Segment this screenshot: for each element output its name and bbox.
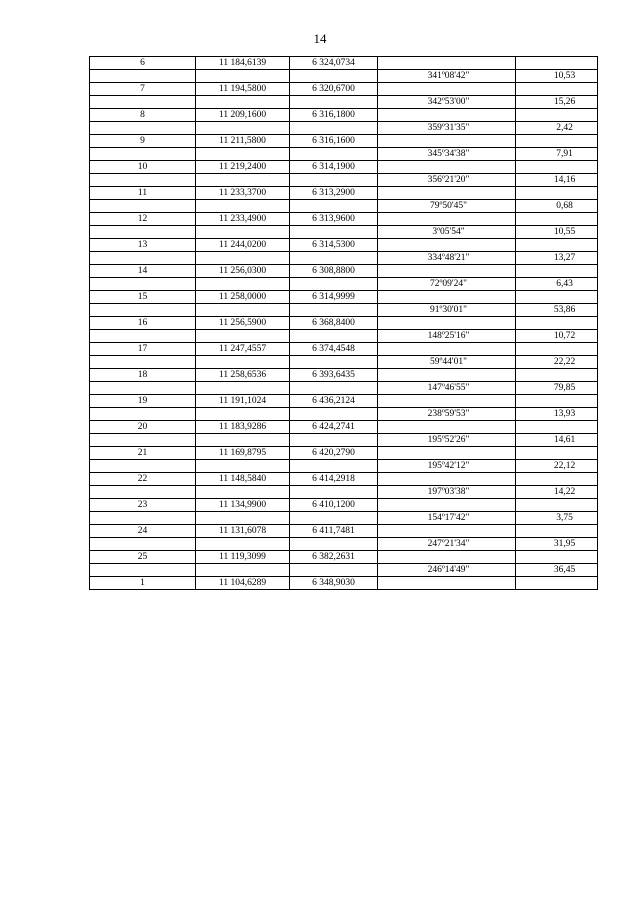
point-number-cell xyxy=(90,330,196,343)
direction-angle-cell: 91º30'01" xyxy=(378,304,516,317)
x-coordinate-cell xyxy=(196,278,290,291)
distance-cell: 2,42 xyxy=(516,122,598,135)
x-coordinate-cell xyxy=(196,408,290,421)
point-number-cell: 19 xyxy=(90,395,196,408)
direction-angle-cell xyxy=(378,161,516,174)
x-coordinate-cell: 11 209,1600 xyxy=(196,109,290,122)
direction-angle-cell xyxy=(378,525,516,538)
direction-angle-cell xyxy=(378,369,516,382)
table-row xyxy=(90,291,598,304)
x-coordinate-cell xyxy=(196,512,290,525)
distance-cell xyxy=(516,369,598,382)
point-number-cell xyxy=(90,564,196,577)
point-number-cell: 20 xyxy=(90,421,196,434)
distance-cell xyxy=(516,213,598,226)
y-coordinate-cell: 6 374,4548 xyxy=(290,343,378,356)
distance-cell: 6,43 xyxy=(516,278,598,291)
x-coordinate-cell: 11 211,5800 xyxy=(196,135,290,148)
point-number-cell xyxy=(90,460,196,473)
table-row xyxy=(90,317,598,330)
y-coordinate-cell xyxy=(290,382,378,395)
x-coordinate-cell xyxy=(196,460,290,473)
y-coordinate-cell xyxy=(290,486,378,499)
y-coordinate-cell: 6 313,9600 xyxy=(290,213,378,226)
x-coordinate-cell: 11 256,0300 xyxy=(196,265,290,278)
point-number-cell: 13 xyxy=(90,239,196,252)
x-coordinate-cell xyxy=(196,148,290,161)
direction-angle-cell xyxy=(378,395,516,408)
y-coordinate-cell xyxy=(290,408,378,421)
direction-angle-cell: 3º05'54" xyxy=(378,226,516,239)
x-coordinate-cell: 11 258,0000 xyxy=(196,291,290,304)
table-row xyxy=(90,460,598,473)
point-number-cell xyxy=(90,382,196,395)
direction-angle-cell: 247º21'34" xyxy=(378,538,516,551)
point-number-cell xyxy=(90,356,196,369)
y-coordinate-cell: 6 348,9030 xyxy=(290,577,378,590)
direction-angle-cell xyxy=(378,551,516,564)
distance-cell xyxy=(516,499,598,512)
direction-angle-cell: 148º25'16" xyxy=(378,330,516,343)
y-coordinate-cell xyxy=(290,356,378,369)
table-row xyxy=(90,382,598,395)
point-number-cell: 25 xyxy=(90,551,196,564)
direction-angle-cell xyxy=(378,499,516,512)
table-row xyxy=(90,564,598,577)
point-number-cell xyxy=(90,122,196,135)
y-coordinate-cell xyxy=(290,96,378,109)
direction-angle-cell xyxy=(378,343,516,356)
distance-cell: 22,12 xyxy=(516,460,598,473)
direction-angle-cell xyxy=(378,109,516,122)
x-coordinate-cell: 11 191,1024 xyxy=(196,395,290,408)
distance-cell xyxy=(516,525,598,538)
x-coordinate-cell: 11 104,6289 xyxy=(196,577,290,590)
y-coordinate-cell: 6 368,8400 xyxy=(290,317,378,330)
direction-angle-cell xyxy=(378,265,516,278)
x-coordinate-cell: 11 258,6536 xyxy=(196,369,290,382)
table-row xyxy=(90,278,598,291)
x-coordinate-cell: 11 119,3099 xyxy=(196,551,290,564)
distance-cell xyxy=(516,265,598,278)
direction-angle-cell: 238º59'53" xyxy=(378,408,516,421)
x-coordinate-cell: 11 131,6078 xyxy=(196,525,290,538)
coordinates-table xyxy=(89,56,598,590)
point-number-cell: 1 xyxy=(90,577,196,590)
y-coordinate-cell xyxy=(290,564,378,577)
point-number-cell xyxy=(90,96,196,109)
point-number-cell xyxy=(90,434,196,447)
distance-cell xyxy=(516,317,598,330)
y-coordinate-cell: 6 424,2741 xyxy=(290,421,378,434)
distance-cell xyxy=(516,291,598,304)
y-coordinate-cell: 6 393,6435 xyxy=(290,369,378,382)
point-number-cell xyxy=(90,512,196,525)
distance-cell: 10,53 xyxy=(516,70,598,83)
direction-angle-cell xyxy=(378,239,516,252)
point-number-cell: 21 xyxy=(90,447,196,460)
distance-cell: 14,61 xyxy=(516,434,598,447)
direction-angle-cell: 195º42'12" xyxy=(378,460,516,473)
table-row xyxy=(90,213,598,226)
table-row xyxy=(90,499,598,512)
point-number-cell: 6 xyxy=(90,57,196,70)
table-row xyxy=(90,577,598,590)
direction-angle-cell xyxy=(378,187,516,200)
table-row xyxy=(90,200,598,213)
distance-cell: 13,27 xyxy=(516,252,598,265)
y-coordinate-cell xyxy=(290,512,378,525)
direction-angle-cell xyxy=(378,317,516,330)
distance-cell: 15,26 xyxy=(516,96,598,109)
direction-angle-cell: 341º08'42" xyxy=(378,70,516,83)
y-coordinate-cell: 6 414,2918 xyxy=(290,473,378,486)
direction-angle-cell: 246º14'49" xyxy=(378,564,516,577)
table-row xyxy=(90,343,598,356)
point-number-cell: 11 xyxy=(90,187,196,200)
point-number-cell: 9 xyxy=(90,135,196,148)
point-number-cell: 12 xyxy=(90,213,196,226)
point-number-cell xyxy=(90,252,196,265)
y-coordinate-cell: 6 324,0734 xyxy=(290,57,378,70)
table-row xyxy=(90,434,598,447)
y-coordinate-cell: 6 313,2900 xyxy=(290,187,378,200)
direction-angle-cell: 72º09'24" xyxy=(378,278,516,291)
point-number-cell: 8 xyxy=(90,109,196,122)
table-row xyxy=(90,148,598,161)
y-coordinate-cell xyxy=(290,278,378,291)
table-row xyxy=(90,109,598,122)
y-coordinate-cell xyxy=(290,148,378,161)
y-coordinate-cell: 6 436,2124 xyxy=(290,395,378,408)
distance-cell xyxy=(516,57,598,70)
x-coordinate-cell: 11 184,6139 xyxy=(196,57,290,70)
table-row xyxy=(90,57,598,70)
y-coordinate-cell xyxy=(290,460,378,473)
table-row xyxy=(90,265,598,278)
x-coordinate-cell: 11 219,2400 xyxy=(196,161,290,174)
table-row xyxy=(90,304,598,317)
direction-angle-cell xyxy=(378,135,516,148)
x-coordinate-cell: 11 148,5840 xyxy=(196,473,290,486)
point-number-cell xyxy=(90,70,196,83)
table-row xyxy=(90,408,598,421)
table-row xyxy=(90,551,598,564)
point-number-cell: 14 xyxy=(90,265,196,278)
page-number: 14 xyxy=(313,31,327,46)
x-coordinate-cell xyxy=(196,486,290,499)
point-number-cell xyxy=(90,174,196,187)
x-coordinate-cell xyxy=(196,96,290,109)
distance-cell xyxy=(516,577,598,590)
direction-angle-cell: 342º53'00" xyxy=(378,96,516,109)
direction-angle-cell: 334º48'21" xyxy=(378,252,516,265)
x-coordinate-cell: 11 194,5800 xyxy=(196,83,290,96)
y-coordinate-cell xyxy=(290,304,378,317)
direction-angle-cell xyxy=(378,83,516,96)
x-coordinate-cell xyxy=(196,538,290,551)
table-row xyxy=(90,369,598,382)
point-number-cell xyxy=(90,200,196,213)
distance-cell: 3,75 xyxy=(516,512,598,525)
distance-cell: 7,91 xyxy=(516,148,598,161)
y-coordinate-cell xyxy=(290,330,378,343)
direction-angle-cell xyxy=(378,577,516,590)
table-row xyxy=(90,122,598,135)
direction-angle-cell: 195º52'26" xyxy=(378,434,516,447)
y-coordinate-cell xyxy=(290,226,378,239)
distance-cell: 36,45 xyxy=(516,564,598,577)
table-row xyxy=(90,135,598,148)
distance-cell xyxy=(516,161,598,174)
direction-angle-cell: 345º34'38" xyxy=(378,148,516,161)
x-coordinate-cell xyxy=(196,356,290,369)
direction-angle-cell: 356º21'20" xyxy=(378,174,516,187)
direction-angle-cell: 59º44'01" xyxy=(378,356,516,369)
distance-cell: 10,55 xyxy=(516,226,598,239)
x-coordinate-cell xyxy=(196,70,290,83)
distance-cell: 79,85 xyxy=(516,382,598,395)
coordinates-table-body xyxy=(90,57,598,590)
table-row xyxy=(90,447,598,460)
y-coordinate-cell: 6 316,1600 xyxy=(290,135,378,148)
point-number-cell: 10 xyxy=(90,161,196,174)
x-coordinate-cell xyxy=(196,200,290,213)
y-coordinate-cell xyxy=(290,70,378,83)
table-row xyxy=(90,70,598,83)
point-number-cell xyxy=(90,226,196,239)
table-row xyxy=(90,486,598,499)
y-coordinate-cell: 6 411,7481 xyxy=(290,525,378,538)
x-coordinate-cell xyxy=(196,564,290,577)
point-number-cell: 7 xyxy=(90,83,196,96)
distance-cell: 14,16 xyxy=(516,174,598,187)
distance-cell: 0,68 xyxy=(516,200,598,213)
x-coordinate-cell xyxy=(196,330,290,343)
x-coordinate-cell: 11 183,9286 xyxy=(196,421,290,434)
table-row xyxy=(90,395,598,408)
point-number-cell xyxy=(90,486,196,499)
table-row xyxy=(90,538,598,551)
point-number-cell: 17 xyxy=(90,343,196,356)
point-number-cell: 22 xyxy=(90,473,196,486)
table-row xyxy=(90,96,598,109)
direction-angle-cell: 359º31'35" xyxy=(378,122,516,135)
x-coordinate-cell xyxy=(196,174,290,187)
table-row xyxy=(90,83,598,96)
x-coordinate-cell: 11 233,3700 xyxy=(196,187,290,200)
table-row xyxy=(90,525,598,538)
direction-angle-cell xyxy=(378,213,516,226)
point-number-cell: 15 xyxy=(90,291,196,304)
table-row xyxy=(90,330,598,343)
y-coordinate-cell: 6 382,2631 xyxy=(290,551,378,564)
x-coordinate-cell: 11 134,9900 xyxy=(196,499,290,512)
x-coordinate-cell: 11 169,8795 xyxy=(196,447,290,460)
x-coordinate-cell: 11 247,4557 xyxy=(196,343,290,356)
distance-cell: 14,22 xyxy=(516,486,598,499)
point-number-cell xyxy=(90,408,196,421)
distance-cell: 31,95 xyxy=(516,538,598,551)
table-row xyxy=(90,174,598,187)
point-number-cell xyxy=(90,278,196,291)
direction-angle-cell: 79º50'45" xyxy=(378,200,516,213)
distance-cell xyxy=(516,447,598,460)
y-coordinate-cell xyxy=(290,538,378,551)
table-row xyxy=(90,187,598,200)
distance-cell xyxy=(516,343,598,356)
distance-cell xyxy=(516,83,598,96)
direction-angle-cell: 154º17'42" xyxy=(378,512,516,525)
table-row xyxy=(90,239,598,252)
distance-cell xyxy=(516,187,598,200)
y-coordinate-cell: 6 308,8800 xyxy=(290,265,378,278)
table-row xyxy=(90,356,598,369)
direction-angle-cell xyxy=(378,447,516,460)
distance-cell: 53,86 xyxy=(516,304,598,317)
x-coordinate-cell: 11 256,5900 xyxy=(196,317,290,330)
direction-angle-cell: 197º03'38" xyxy=(378,486,516,499)
y-coordinate-cell xyxy=(290,200,378,213)
distance-cell xyxy=(516,551,598,564)
direction-angle-cell xyxy=(378,291,516,304)
distance-cell xyxy=(516,473,598,486)
direction-angle-cell xyxy=(378,57,516,70)
direction-angle-cell: 147º46'55" xyxy=(378,382,516,395)
point-number-cell xyxy=(90,148,196,161)
point-number-cell: 23 xyxy=(90,499,196,512)
x-coordinate-cell xyxy=(196,382,290,395)
y-coordinate-cell: 6 320,6700 xyxy=(290,83,378,96)
distance-cell xyxy=(516,239,598,252)
distance-cell xyxy=(516,395,598,408)
direction-angle-cell xyxy=(378,421,516,434)
x-coordinate-cell xyxy=(196,304,290,317)
y-coordinate-cell xyxy=(290,122,378,135)
x-coordinate-cell xyxy=(196,226,290,239)
point-number-cell: 16 xyxy=(90,317,196,330)
table-row xyxy=(90,473,598,486)
table-row xyxy=(90,421,598,434)
distance-cell: 13,93 xyxy=(516,408,598,421)
x-coordinate-cell: 11 244,0200 xyxy=(196,239,290,252)
distance-cell: 22,22 xyxy=(516,356,598,369)
point-number-cell: 24 xyxy=(90,525,196,538)
y-coordinate-cell xyxy=(290,174,378,187)
y-coordinate-cell: 6 314,5300 xyxy=(290,239,378,252)
y-coordinate-cell xyxy=(290,252,378,265)
table-row xyxy=(90,226,598,239)
table-row xyxy=(90,161,598,174)
y-coordinate-cell: 6 410,1200 xyxy=(290,499,378,512)
y-coordinate-cell: 6 314,9999 xyxy=(290,291,378,304)
y-coordinate-cell: 6 316,1800 xyxy=(290,109,378,122)
table-row xyxy=(90,512,598,525)
x-coordinate-cell: 11 233,4900 xyxy=(196,213,290,226)
table-row xyxy=(90,252,598,265)
distance-cell: 10,72 xyxy=(516,330,598,343)
x-coordinate-cell xyxy=(196,122,290,135)
y-coordinate-cell: 6 420,2790 xyxy=(290,447,378,460)
y-coordinate-cell xyxy=(290,434,378,447)
y-coordinate-cell: 6 314,1900 xyxy=(290,161,378,174)
point-number-cell xyxy=(90,538,196,551)
point-number-cell: 18 xyxy=(90,369,196,382)
point-number-cell xyxy=(90,304,196,317)
x-coordinate-cell xyxy=(196,434,290,447)
distance-cell xyxy=(516,421,598,434)
distance-cell xyxy=(516,135,598,148)
x-coordinate-cell xyxy=(196,252,290,265)
direction-angle-cell xyxy=(378,473,516,486)
distance-cell xyxy=(516,109,598,122)
